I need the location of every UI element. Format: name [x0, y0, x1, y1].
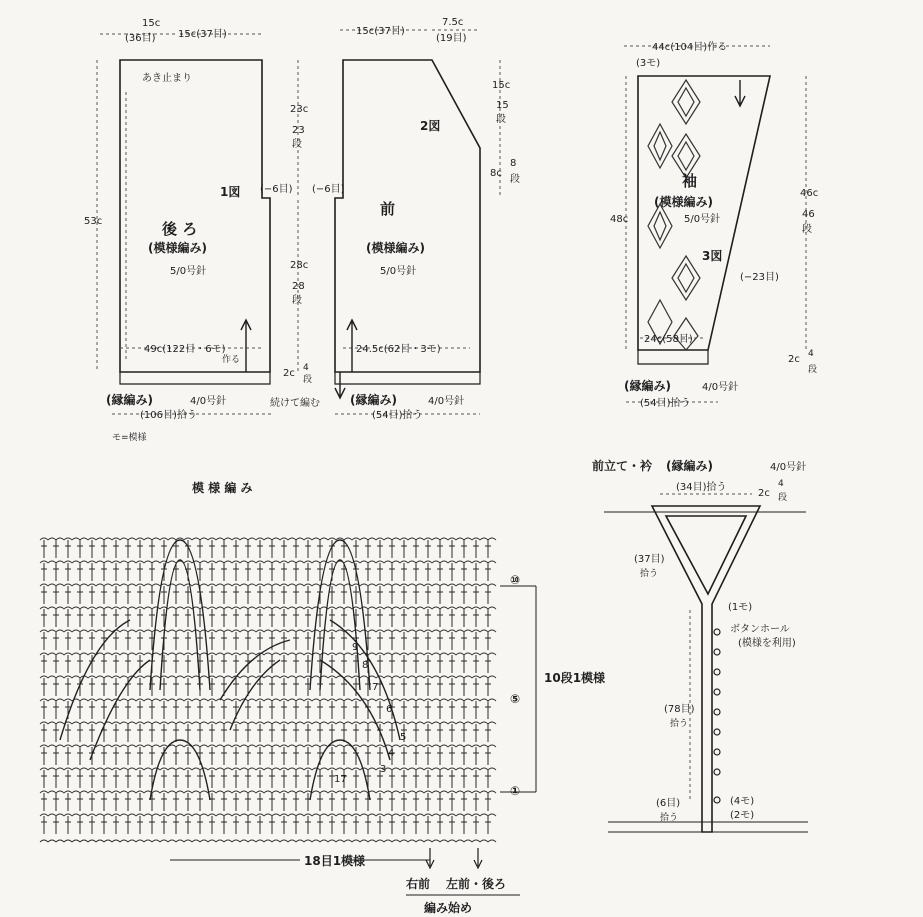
- start-right-front: 右前: [406, 877, 431, 891]
- back-edging-needle: 4/0号針: [190, 396, 227, 407]
- sleeve-edge-dan: 段: [808, 365, 818, 375]
- band-edge-rows: 4: [778, 479, 784, 489]
- back-edging-pickup: (106目)拾う: [140, 410, 197, 421]
- back-pattern: (模様編み): [148, 241, 207, 255]
- chart-stitch-row: [41, 724, 491, 742]
- chart-chain-row: [40, 722, 496, 724]
- front-title: 前: [380, 200, 396, 218]
- front-pattern: (模様編み): [366, 241, 425, 255]
- buttonhole-circles: [714, 629, 720, 803]
- edge-dan: 段: [303, 375, 313, 385]
- front-edging-label: (縁編み): [350, 393, 397, 407]
- front-neck-width: 7.5c: [442, 17, 464, 28]
- back-opening-stop: あき止まり: [142, 73, 192, 84]
- chart-chain-row: [40, 653, 496, 655]
- chart-stitch-row: [41, 540, 491, 558]
- front-upper-rows: 23: [292, 125, 305, 136]
- chart-chain-row: [40, 607, 496, 609]
- chart-chain-row: [40, 768, 496, 770]
- band-pickup-bottom-2: 拾う: [660, 813, 679, 823]
- chart-stitch-row: [41, 655, 491, 673]
- sleeve-edging-pickup: (54目)拾う: [640, 398, 691, 409]
- band-mo4: (4モ): [730, 796, 755, 807]
- front-fig-label: 2図: [420, 119, 441, 133]
- chart-chain-row: [40, 814, 496, 816]
- band-mo1: (1モ): [728, 602, 753, 613]
- back-fig-label: 1図: [220, 185, 241, 199]
- front-lower-dan: 段: [292, 295, 302, 306]
- chart-stitch-row: [41, 609, 491, 627]
- sleeve-pattern: (模様編み): [654, 195, 713, 209]
- band-mo2: (2モ): [730, 810, 755, 821]
- row-num-5: 5: [400, 732, 407, 743]
- row-mark-10: ⑩: [510, 573, 521, 587]
- front-neck-sts: (19目): [436, 33, 467, 44]
- chart-stitch-row: [41, 747, 491, 765]
- sleeve-decrease: (−23目): [740, 272, 779, 283]
- row-num-3: 3: [380, 764, 387, 775]
- buttonhole-label: ボタンホール: [730, 624, 790, 635]
- front-edging-needle: 4/0号針: [428, 396, 465, 407]
- front-neck-dan2: 段: [510, 174, 520, 185]
- row-mark-5: ⑤: [510, 692, 521, 706]
- back-height: 53c: [84, 216, 103, 227]
- sleeve-rows: 46: [802, 209, 815, 220]
- sleeve-height: 46c: [800, 188, 819, 199]
- front-neck-dan: 段: [496, 114, 506, 125]
- chart-stitch-row: [41, 632, 491, 650]
- row-mark-1: ①: [510, 784, 521, 798]
- front-upper-dan: 段: [292, 139, 302, 150]
- start-label: 編み始め: [424, 901, 473, 915]
- chart-stitch-row: [41, 563, 491, 581]
- front-neck-height: 15c: [492, 80, 511, 91]
- row-num-6: 6: [386, 704, 393, 715]
- continue-knitting: 続けて編む: [270, 398, 320, 409]
- chart-stitch-row: [41, 770, 491, 788]
- row-num-17: 17: [334, 774, 347, 785]
- front-shoulder-width: 15c(37目): [356, 26, 405, 37]
- sleeve-bottom-width: 24c(58目): [644, 334, 693, 345]
- stitch-chart: [40, 480, 605, 915]
- back-bottom-width: 49c(122目・6モ): [144, 344, 226, 355]
- chart-stitch-row: [41, 678, 491, 696]
- buttonhole-note: (模様を利用): [738, 638, 796, 649]
- sleeve-edging-needle: 4/0号針: [702, 382, 739, 393]
- chart-repeat-rows: 10段1模様: [544, 671, 606, 685]
- chart-chain-row: [40, 584, 496, 586]
- sleeve-side-length: 48c: [610, 214, 629, 225]
- back-needle: 5/0号針: [170, 266, 207, 277]
- sleeve-edge-rows: 4: [808, 349, 814, 359]
- chart-stitch-row: [41, 793, 491, 811]
- start-left-front-back: 左前・後ろ: [446, 877, 507, 891]
- band-edge-height: 2c: [758, 488, 770, 499]
- band-pickup-top: (34目)拾う: [676, 482, 727, 493]
- front-neck-rows: 15: [496, 100, 509, 111]
- row-num-8: 8: [362, 660, 369, 671]
- band-pickup-neck: (37目): [634, 554, 665, 565]
- band-pickup-neck-2: 拾う: [640, 569, 659, 579]
- front-bottom-width: 24.5c(62目・3モ): [356, 344, 441, 355]
- band-pickup-front-2: 拾う: [670, 719, 689, 729]
- front-decrease: (−6目): [312, 184, 345, 195]
- mo-note: モ=模様: [112, 433, 147, 443]
- back-top-width: 15c: [142, 18, 161, 29]
- band-title: 前立て・衿: [592, 459, 653, 473]
- chart-stitch-row: [41, 816, 491, 834]
- chart-stitch-rows: [40, 538, 496, 842]
- sleeve-fig-label: 3図: [702, 249, 723, 263]
- chart-chain-row: [40, 745, 496, 747]
- back-edging-label: (縁編み): [106, 393, 153, 407]
- chart-chain-row: [40, 538, 496, 540]
- chart-foundation-chain: [40, 840, 496, 842]
- front-neck-height2: 8c: [490, 168, 502, 179]
- row-num-7: 7: [372, 682, 379, 693]
- front-piece: [290, 17, 520, 384]
- chart-chain-row: [40, 630, 496, 632]
- sleeve-needle: 5/0号針: [684, 214, 721, 225]
- chart-repeat-stitches: 18目1模様: [304, 854, 366, 868]
- edging-labels: [106, 363, 480, 443]
- band-needle: 4/0号針: [770, 462, 807, 473]
- band-pickup-bottom: (6目): [656, 798, 681, 809]
- band-edge-dan: 段: [778, 493, 788, 503]
- front-lower-height: 28c: [290, 260, 309, 271]
- band-title-pattern: (縁編み): [666, 459, 713, 473]
- sleeve-edging-label: (縁編み): [624, 379, 671, 393]
- sleeve-piece: [610, 40, 818, 409]
- sleeve-top-width: 44c(104目)作る: [652, 42, 728, 53]
- chart-chain-row: [40, 699, 496, 701]
- sleeve-top-mo: (3モ): [636, 58, 661, 69]
- front-lower-rows: 28: [292, 281, 305, 292]
- row-num-9: 9: [352, 642, 359, 653]
- front-band-collar: [592, 458, 808, 832]
- chart-arch-motifs: [60, 540, 400, 800]
- chart-chain-row: [40, 561, 496, 563]
- front-neck-rows2: 8: [510, 158, 517, 169]
- chart-chain-row: [40, 676, 496, 678]
- chart-chain-row: [40, 791, 496, 793]
- chart-title: 模 様 編 み: [192, 481, 253, 495]
- back-decrease: (−6目): [260, 184, 293, 195]
- sleeve-dan: 段: [802, 224, 812, 235]
- edge-height: 2c: [283, 368, 295, 379]
- sleeve-edge-height: 2c: [788, 354, 800, 365]
- back-top-width-sts: (36目): [125, 33, 156, 44]
- front-upper-height: 23c: [290, 104, 309, 115]
- chart-stitch-row: [41, 586, 491, 604]
- back-make: 作る: [222, 355, 241, 365]
- front-needle: 5/0号針: [380, 266, 417, 277]
- row-num-4: 4: [388, 748, 395, 759]
- back-shoulder-width: 15c(37目): [178, 29, 227, 40]
- back-piece: [84, 18, 293, 384]
- sleeve-title: 袖: [682, 172, 698, 190]
- back-title: 後 ろ: [162, 220, 198, 238]
- front-edging-pickup: (54目)拾う: [372, 410, 423, 421]
- band-pickup-front: (78目): [664, 704, 695, 715]
- edge-rows: 4: [303, 363, 309, 373]
